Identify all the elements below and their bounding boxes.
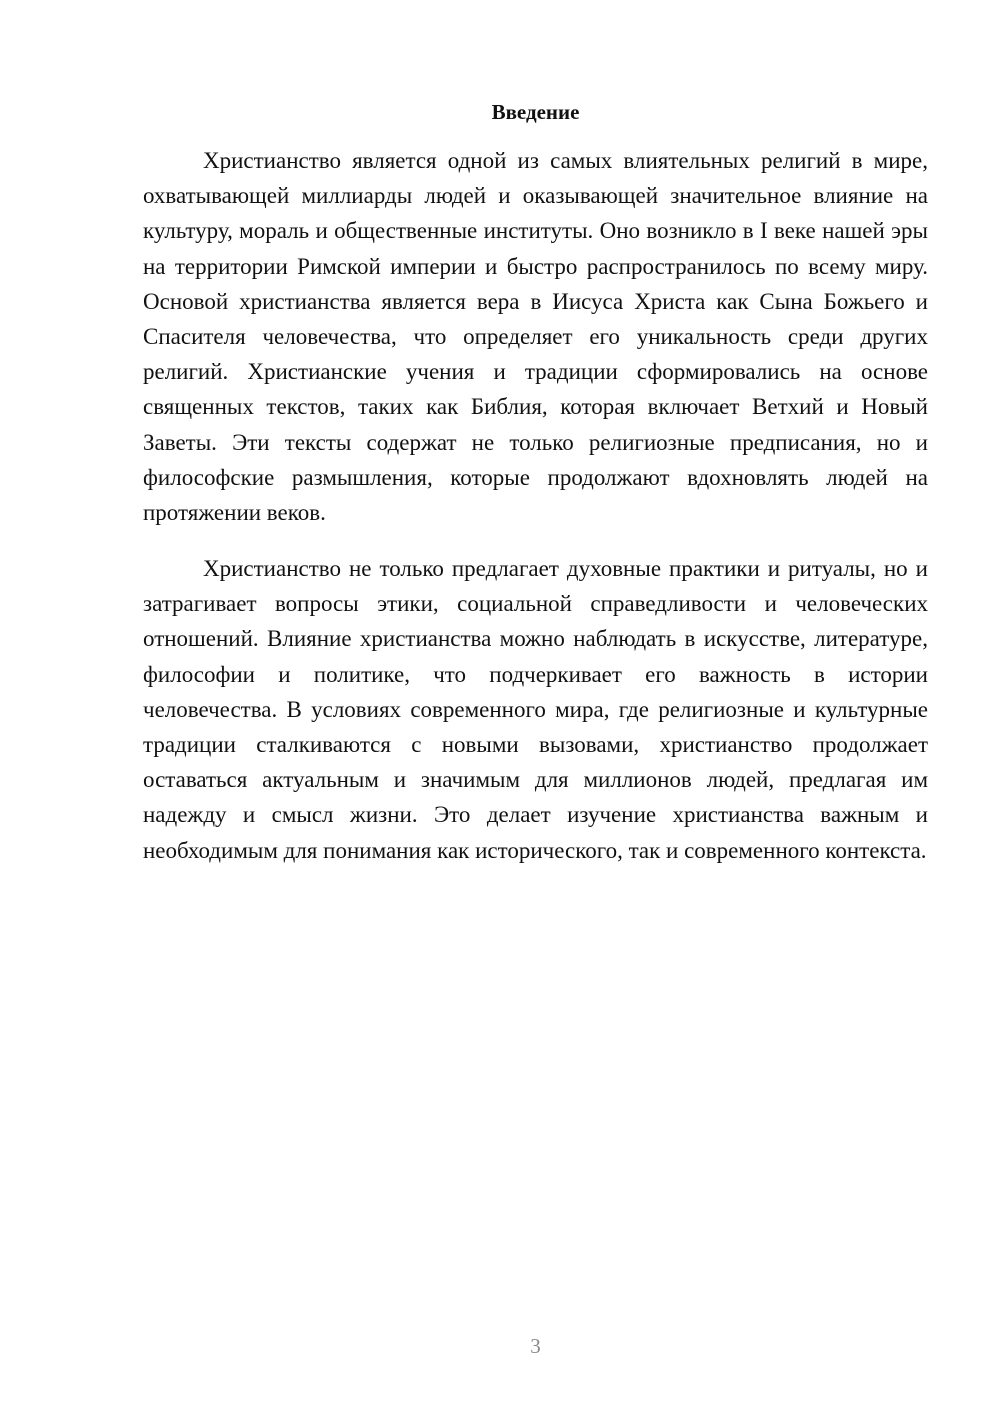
body-paragraph-1: Христианство является одной из самых влиятельных религий в мире, охватывающей миллиарды людей и оказывающей значительное влияние на культуру, мораль и общественные институты. Оно возникло в I веке нашей эры на территории Римской империи и быстро распространилось по всему миру. Основой христианства является вера в Иисуса Христа как Сына Божьего и Спасителя человечества, что определяет его уникальность среди других религий. Христианские учения и традиции сформировались на основе священных текстов, таких как Библия, которая включает Ветхий и Новый Заветы. Эти тексты содержат не только религиозные предписания, но и философские размышления, которые продолжают вдохновлять людей на протяжении веков. — [143, 148, 928, 526]
body-paragraph-2: Христианство не только предлагает духовные практики и ритуалы, но и затрагивает вопросы этики, социальной справедливости и человеческих отношений. Влияние христианства можно наблюдать в искусстве, литературе, философии и политике, что подчеркивает его важность в истории человечества. В условиях современного мира, где религиозные и культурные традиции сталкиваются с новыми вызовами, христианство продолжает оставаться актуальным и значимым для миллионов людей, предлагая им надежду и смысл жизни. Это делает изучение христианства важным и необходимым для понимания как исторического, так и современного контекста. — [143, 556, 928, 863]
page-title: Введение — [491, 100, 580, 124]
page-number: 3 — [530, 1334, 541, 1358]
